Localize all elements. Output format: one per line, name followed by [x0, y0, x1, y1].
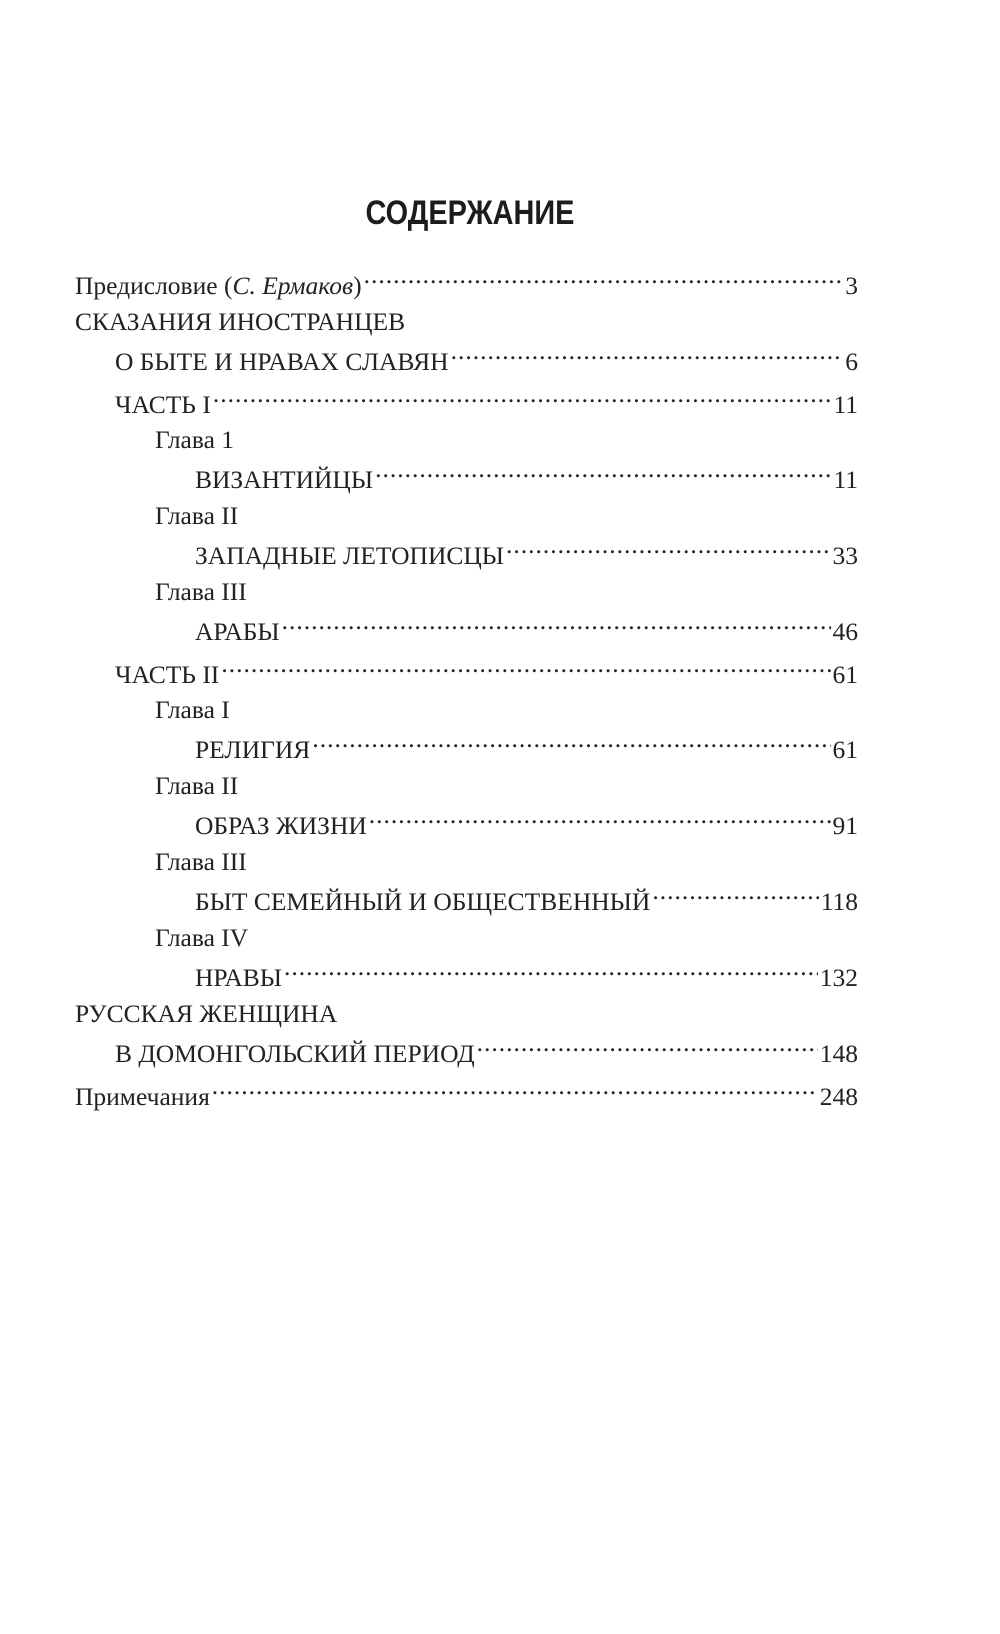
- toc-label: ЧАСТЬ I: [115, 390, 211, 419]
- toc-page-number: 61: [832, 735, 858, 764]
- toc-label: ЗАПАДНЫЕ ЛЕТОПИСЦЫ: [195, 541, 505, 570]
- toc-label: О БЫТЕ И НРАВАХ СЛАВЯН: [115, 347, 449, 376]
- toc-entry-skazaniya[interactable]: [115, 340, 858, 374]
- dot-leader: [221, 653, 830, 683]
- toc-page-number: 91: [832, 811, 858, 840]
- toc-part-title: РУССКАЯ ЖЕНЩИНА: [75, 999, 338, 1028]
- chapter-heading: Глава 1: [155, 425, 235, 454]
- dot-leader: [477, 1032, 818, 1062]
- toc-page-number: 11: [833, 465, 858, 494]
- toc-page-number: 132: [819, 963, 858, 992]
- toc-entry-chapter[interactable]: [195, 728, 858, 762]
- chapter-heading: Глава II: [155, 771, 239, 800]
- dot-leader: [213, 383, 832, 413]
- toc-page-number: 148: [819, 1039, 858, 1068]
- chapter-heading: Глава II: [155, 501, 239, 530]
- toc-page-number: 6: [845, 347, 858, 376]
- toc-page-number: 11: [833, 390, 858, 419]
- dot-leader: [312, 728, 830, 758]
- toc-entry-preface[interactable]: [75, 264, 858, 298]
- toc-page-number: 33: [832, 541, 858, 570]
- toc-label: АРАБЫ: [195, 617, 280, 646]
- chapter-heading: Глава III: [155, 577, 247, 606]
- toc-page-number: 61: [832, 660, 858, 689]
- toc-page-number: 248: [819, 1082, 858, 1111]
- toc-label: ЧАСТЬ II: [115, 660, 220, 689]
- toc-part-title: СКАЗАНИЯ ИНОСТРАНЦЕВ: [75, 307, 406, 336]
- page-title: СОДЕРЖАНИЕ: [365, 194, 575, 232]
- toc-page-number: 118: [820, 887, 858, 916]
- toc-entry-chapter[interactable]: [195, 458, 858, 492]
- toc-label: ОБРАЗ ЖИЗНИ: [195, 811, 367, 840]
- dot-leader: [212, 1075, 818, 1105]
- toc-page-number: 46: [832, 617, 858, 646]
- toc-entry-part2[interactable]: [115, 653, 858, 687]
- toc-entry-chapter[interactable]: [195, 804, 858, 838]
- dot-leader: [282, 610, 831, 640]
- toc-entry-woman[interactable]: [115, 1032, 858, 1066]
- toc-label: НРАВЫ: [195, 963, 282, 992]
- toc-entry-chapter[interactable]: [195, 534, 858, 568]
- toc-entry-part1[interactable]: [115, 383, 858, 417]
- toc-page-number: 3: [845, 271, 858, 300]
- dot-leader: [451, 340, 844, 370]
- toc-label: Предисловие (С. Ермаков): [75, 271, 362, 300]
- toc-entry-notes[interactable]: [75, 1075, 858, 1109]
- toc-entry-chapter[interactable]: [195, 956, 858, 990]
- chapter-heading: Глава I: [155, 695, 230, 724]
- toc-label: РЕЛИГИЯ: [195, 735, 311, 764]
- toc-entry-chapter[interactable]: [195, 610, 858, 644]
- toc-label: Примечания: [75, 1082, 210, 1111]
- dot-leader: [506, 534, 830, 564]
- chapter-heading: Глава III: [155, 847, 247, 876]
- chapter-heading: Глава IV: [155, 923, 249, 952]
- toc-label: В ДОМОНГОЛЬСКИЙ ПЕРИОД: [115, 1039, 475, 1068]
- toc-label: БЫТ СЕМЕЙНЫЙ И ОБЩЕСТВЕННЫЙ: [195, 887, 651, 916]
- dot-leader: [652, 880, 818, 910]
- toc-entry-chapter[interactable]: [195, 880, 858, 914]
- toc-label: ВИЗАНТИЙЦЫ: [195, 465, 374, 494]
- dot-leader: [284, 956, 818, 986]
- dot-leader: [369, 804, 831, 834]
- dot-leader: [364, 264, 844, 294]
- dot-leader: [375, 458, 831, 488]
